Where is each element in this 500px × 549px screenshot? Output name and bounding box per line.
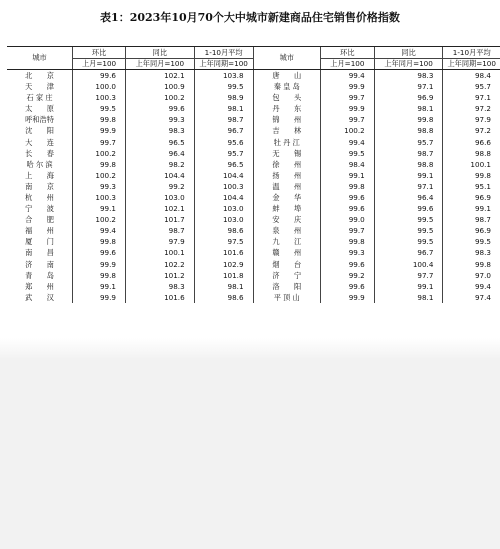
cell-avg-right: 98.4 bbox=[443, 70, 500, 82]
cell-avg-left: 95.6 bbox=[194, 137, 253, 148]
table-row bbox=[7, 114, 500, 125]
table-row bbox=[7, 259, 500, 270]
cell-yoy-left: 98.7 bbox=[125, 225, 194, 236]
cell-avg-right: 95.7 bbox=[443, 81, 500, 92]
cell-mom-left: 99.6 bbox=[73, 248, 126, 259]
cell-city-right: 徐 州 bbox=[253, 159, 320, 170]
cell-mom-left: 99.5 bbox=[73, 103, 126, 114]
cell-city-left: 宁 波 bbox=[25, 204, 54, 214]
cell-mom-right: 99.6 bbox=[320, 192, 374, 203]
cell-avg-left: 97.5 bbox=[194, 236, 253, 247]
cell-mom-left: 99.9 bbox=[73, 259, 126, 270]
cell-yoy-left: 101.2 bbox=[125, 270, 194, 281]
cell-avg-right: 97.0 bbox=[443, 270, 500, 281]
cell-city-right: 平 顶 山 bbox=[253, 292, 320, 303]
cell-mom-right: 99.0 bbox=[320, 214, 374, 225]
cell-avg-left: 98.6 bbox=[194, 225, 253, 236]
cell-yoy-left: 98.3 bbox=[125, 125, 194, 136]
cell-city-left: 青 岛 bbox=[25, 270, 54, 280]
cell-city-right: 赣 州 bbox=[253, 248, 320, 259]
cell-mom-right: 99.7 bbox=[320, 92, 374, 103]
cell-city-left: 济 南 bbox=[25, 259, 54, 269]
cell-yoy-right: 99.1 bbox=[374, 170, 443, 181]
base-yoy-left: 上年同月=100 bbox=[125, 59, 194, 70]
cell-yoy-right: 95.7 bbox=[374, 137, 443, 148]
table-row bbox=[7, 270, 500, 281]
cell-mom-left: 99.7 bbox=[73, 137, 126, 148]
price-index-table bbox=[7, 46, 500, 303]
page-fade-edge bbox=[0, 338, 500, 358]
cell-mom-right: 99.9 bbox=[320, 81, 374, 92]
cell-yoy-right: 99.1 bbox=[374, 281, 443, 292]
cell-mom-left: 100.3 bbox=[73, 92, 126, 103]
cell-yoy-left: 104.4 bbox=[125, 170, 194, 181]
table-row bbox=[7, 236, 500, 247]
table-row bbox=[7, 125, 500, 136]
cell-city-right: 牡 丹 江 bbox=[253, 137, 320, 148]
cell-mom-left: 100.0 bbox=[73, 81, 126, 92]
cell-avg-left: 101.8 bbox=[194, 270, 253, 281]
cell-yoy-left: 102.1 bbox=[125, 203, 194, 214]
table-row bbox=[7, 203, 500, 214]
cell-mom-left: 99.9 bbox=[73, 292, 126, 303]
base-mom-right: 上月=100 bbox=[320, 59, 374, 70]
cell-yoy-right: 98.8 bbox=[374, 125, 443, 136]
cell-city-left: 大 连 bbox=[25, 137, 54, 147]
cell-mom-right: 99.7 bbox=[320, 114, 374, 125]
cell-avg-right: 96.9 bbox=[443, 192, 500, 203]
cell-city-right: 锦 州 bbox=[253, 114, 320, 125]
cell-yoy-left: 97.9 bbox=[125, 236, 194, 247]
cell-mom-left: 99.1 bbox=[73, 203, 126, 214]
cell-mom-right: 99.5 bbox=[320, 148, 374, 159]
cell-avg-left: 98.7 bbox=[194, 114, 253, 125]
cell-avg-right: 98.7 bbox=[443, 214, 500, 225]
cell-yoy-left: 102.2 bbox=[125, 259, 194, 270]
cell-yoy-right: 98.8 bbox=[374, 159, 443, 170]
cell-yoy-right: 97.1 bbox=[374, 181, 443, 192]
cell-city-right: 安 庆 bbox=[253, 214, 320, 225]
cell-avg-left: 104.4 bbox=[194, 192, 253, 203]
cell-city-left: 郑 州 bbox=[25, 281, 54, 291]
cell-city-right: 包 头 bbox=[253, 92, 320, 103]
table-row bbox=[7, 181, 500, 192]
table-row bbox=[7, 225, 500, 236]
cell-city-left: 武 汉 bbox=[25, 292, 54, 302]
table-title: 表1：2023年10月70个大中城市新建商品住宅销售价格指数 bbox=[100, 11, 400, 24]
cell-city-right: 秦 皇 岛 bbox=[253, 81, 320, 92]
cell-yoy-right: 99.5 bbox=[374, 236, 443, 247]
cell-mom-left: 100.3 bbox=[73, 192, 126, 203]
cell-yoy-right: 99.6 bbox=[374, 203, 443, 214]
cell-mom-left: 99.4 bbox=[73, 225, 126, 236]
col-header-avg-left: 1-10月平均 bbox=[194, 47, 253, 59]
cell-mom-left: 99.8 bbox=[73, 270, 126, 281]
cell-avg-left: 96.5 bbox=[194, 159, 253, 170]
cell-yoy-left: 101.7 bbox=[125, 214, 194, 225]
cell-mom-right: 99.9 bbox=[320, 103, 374, 114]
cell-yoy-right: 99.8 bbox=[374, 114, 443, 125]
base-avg-right: 上年同期=100 bbox=[443, 59, 500, 70]
cell-mom-right: 99.1 bbox=[320, 170, 374, 181]
cell-yoy-left: 100.9 bbox=[125, 81, 194, 92]
cell-mom-right: 99.7 bbox=[320, 225, 374, 236]
cell-mom-left: 99.1 bbox=[73, 281, 126, 292]
cell-city-left: 哈 尔 滨 bbox=[26, 159, 53, 169]
cell-city-left: 厦 门 bbox=[25, 237, 54, 247]
cell-city-right: 唐 山 bbox=[253, 70, 320, 82]
base-yoy-right: 上年同月=100 bbox=[374, 59, 443, 70]
cell-mom-left: 100.2 bbox=[73, 148, 126, 159]
cell-yoy-left: 98.3 bbox=[125, 281, 194, 292]
table-row bbox=[7, 214, 500, 225]
cell-city-right: 济 宁 bbox=[253, 270, 320, 281]
cell-mom-left: 99.3 bbox=[73, 181, 126, 192]
cell-city-left: 杭 州 bbox=[25, 192, 54, 202]
table-row bbox=[7, 192, 500, 203]
col-header-mom-right: 环比 bbox=[320, 47, 374, 59]
cell-mom-right: 99.2 bbox=[320, 270, 374, 281]
cell-yoy-left: 101.6 bbox=[125, 292, 194, 303]
cell-avg-right: 100.1 bbox=[443, 159, 500, 170]
cell-avg-right: 99.1 bbox=[443, 203, 500, 214]
cell-city-right: 金 华 bbox=[253, 192, 320, 203]
cell-mom-right: 98.4 bbox=[320, 159, 374, 170]
cell-avg-left: 98.1 bbox=[194, 103, 253, 114]
header-row bbox=[7, 47, 500, 59]
col-header-avg-right: 1-10月平均 bbox=[443, 47, 500, 59]
cell-yoy-right: 97.1 bbox=[374, 81, 443, 92]
cell-mom-left: 99.8 bbox=[73, 236, 126, 247]
cell-yoy-left: 96.4 bbox=[125, 148, 194, 159]
cell-mom-left: 99.6 bbox=[73, 70, 126, 82]
cell-city-right: 烟 台 bbox=[253, 259, 320, 270]
cell-avg-right: 99.8 bbox=[443, 170, 500, 181]
cell-avg-left: 102.9 bbox=[194, 259, 253, 270]
cell-avg-right: 96.6 bbox=[443, 137, 500, 148]
cell-mom-left: 100.2 bbox=[73, 214, 126, 225]
cell-yoy-left: 99.3 bbox=[125, 114, 194, 125]
cell-yoy-left: 99.6 bbox=[125, 103, 194, 114]
cell-yoy-right: 98.1 bbox=[374, 103, 443, 114]
col-header-mom-left: 环比 bbox=[73, 47, 126, 59]
cell-avg-right: 99.5 bbox=[443, 236, 500, 247]
base-avg-left: 上年同期=100 bbox=[194, 59, 253, 70]
cell-city-right: 温 州 bbox=[253, 181, 320, 192]
cell-city-left: 合 肥 bbox=[25, 215, 54, 225]
cell-yoy-right: 96.4 bbox=[374, 192, 443, 203]
cell-city-left: 天 津 bbox=[25, 82, 54, 92]
table-row bbox=[7, 148, 500, 159]
table-row bbox=[7, 159, 500, 170]
cell-avg-right: 97.4 bbox=[443, 292, 500, 303]
cell-avg-left: 101.6 bbox=[194, 248, 253, 259]
cell-avg-right: 98.3 bbox=[443, 248, 500, 259]
cell-avg-right: 97.1 bbox=[443, 92, 500, 103]
cell-mom-right: 99.4 bbox=[320, 70, 374, 82]
cell-mom-left: 99.8 bbox=[73, 114, 126, 125]
table-row bbox=[7, 81, 500, 92]
base-mom-left: 上月=100 bbox=[73, 59, 126, 70]
cell-avg-left: 96.7 bbox=[194, 125, 253, 136]
cell-yoy-left: 98.2 bbox=[125, 159, 194, 170]
table-row bbox=[7, 170, 500, 181]
table-row bbox=[7, 70, 500, 82]
cell-yoy-left: 100.1 bbox=[125, 248, 194, 259]
cell-mom-right: 99.8 bbox=[320, 236, 374, 247]
cell-yoy-left: 99.2 bbox=[125, 181, 194, 192]
cell-avg-left: 103.8 bbox=[194, 70, 253, 82]
cell-yoy-right: 98.7 bbox=[374, 148, 443, 159]
cell-avg-right: 97.2 bbox=[443, 103, 500, 114]
cell-city-right: 无 锡 bbox=[253, 148, 320, 159]
cell-yoy-right: 96.9 bbox=[374, 92, 443, 103]
cell-city-right: 蚌 埠 bbox=[253, 203, 320, 214]
cell-city-right: 吉 林 bbox=[253, 125, 320, 136]
cell-city-right: 扬 州 bbox=[253, 170, 320, 181]
cell-mom-right: 99.6 bbox=[320, 281, 374, 292]
col-header-city-right: 城市 bbox=[253, 47, 320, 70]
cell-avg-left: 98.6 bbox=[194, 292, 253, 303]
cell-city-left: 长 春 bbox=[25, 148, 54, 158]
cell-mom-right: 99.8 bbox=[320, 181, 374, 192]
cell-city-left: 石 家 庄 bbox=[26, 93, 53, 103]
cell-avg-right: 97.2 bbox=[443, 125, 500, 136]
cell-yoy-right: 96.7 bbox=[374, 248, 443, 259]
cell-avg-left: 98.1 bbox=[194, 281, 253, 292]
cell-mom-right: 99.3 bbox=[320, 248, 374, 259]
cell-yoy-right: 99.5 bbox=[374, 214, 443, 225]
cell-city-left: 沈 阳 bbox=[25, 126, 54, 136]
cell-city-right: 洛 阳 bbox=[253, 281, 320, 292]
cell-city-left: 太 原 bbox=[25, 104, 54, 114]
cell-city-left: 南 昌 bbox=[25, 248, 54, 258]
cell-yoy-left: 96.5 bbox=[125, 137, 194, 148]
cell-mom-right: 99.9 bbox=[320, 292, 374, 303]
cell-avg-left: 99.5 bbox=[194, 81, 253, 92]
table-row bbox=[7, 92, 500, 103]
cell-city-left: 上 海 bbox=[25, 170, 54, 180]
cell-city-left: 南 京 bbox=[25, 181, 54, 191]
cell-yoy-right: 100.4 bbox=[374, 259, 443, 270]
cell-yoy-right: 98.1 bbox=[374, 292, 443, 303]
cell-city-right: 丹 东 bbox=[253, 103, 320, 114]
cell-avg-left: 100.3 bbox=[194, 181, 253, 192]
cell-yoy-left: 102.1 bbox=[125, 70, 194, 82]
cell-avg-left: 104.4 bbox=[194, 170, 253, 181]
table-row bbox=[7, 292, 500, 303]
cell-city-left: 福 州 bbox=[25, 226, 54, 236]
cell-city-left: 北 京 bbox=[25, 70, 54, 80]
cell-mom-left: 99.9 bbox=[73, 125, 126, 136]
cell-avg-right: 99.4 bbox=[443, 281, 500, 292]
col-header-yoy-right: 同比 bbox=[374, 47, 443, 59]
cell-avg-left: 98.9 bbox=[194, 92, 253, 103]
cell-mom-right: 99.6 bbox=[320, 203, 374, 214]
cell-avg-right: 95.1 bbox=[443, 181, 500, 192]
cell-mom-right: 99.6 bbox=[320, 259, 374, 270]
cell-city-left: 呼和浩特 bbox=[25, 115, 54, 125]
cell-mom-right: 100.2 bbox=[320, 125, 374, 136]
cell-mom-left: 100.2 bbox=[73, 170, 126, 181]
cell-yoy-right: 98.3 bbox=[374, 70, 443, 82]
cell-yoy-right: 99.5 bbox=[374, 225, 443, 236]
cell-yoy-right: 97.7 bbox=[374, 270, 443, 281]
cell-avg-right: 99.8 bbox=[443, 259, 500, 270]
table-row bbox=[7, 248, 500, 259]
cell-avg-right: 96.9 bbox=[443, 225, 500, 236]
table-row bbox=[7, 137, 500, 148]
cell-city-right: 泉 州 bbox=[253, 225, 320, 236]
cell-avg-right: 98.8 bbox=[443, 148, 500, 159]
cell-avg-left: 103.0 bbox=[194, 203, 253, 214]
cell-avg-right: 97.9 bbox=[443, 114, 500, 125]
cell-yoy-left: 103.0 bbox=[125, 192, 194, 203]
cell-city-right: 九 江 bbox=[253, 236, 320, 247]
col-header-yoy-left: 同比 bbox=[125, 47, 194, 59]
cell-avg-left: 95.7 bbox=[194, 148, 253, 159]
table-row bbox=[7, 281, 500, 292]
cell-mom-right: 99.4 bbox=[320, 137, 374, 148]
col-header-city-left: 城市 bbox=[7, 47, 73, 70]
cell-yoy-left: 100.2 bbox=[125, 92, 194, 103]
table-row bbox=[7, 103, 500, 114]
cell-mom-left: 99.8 bbox=[73, 159, 126, 170]
cell-avg-left: 103.0 bbox=[194, 214, 253, 225]
